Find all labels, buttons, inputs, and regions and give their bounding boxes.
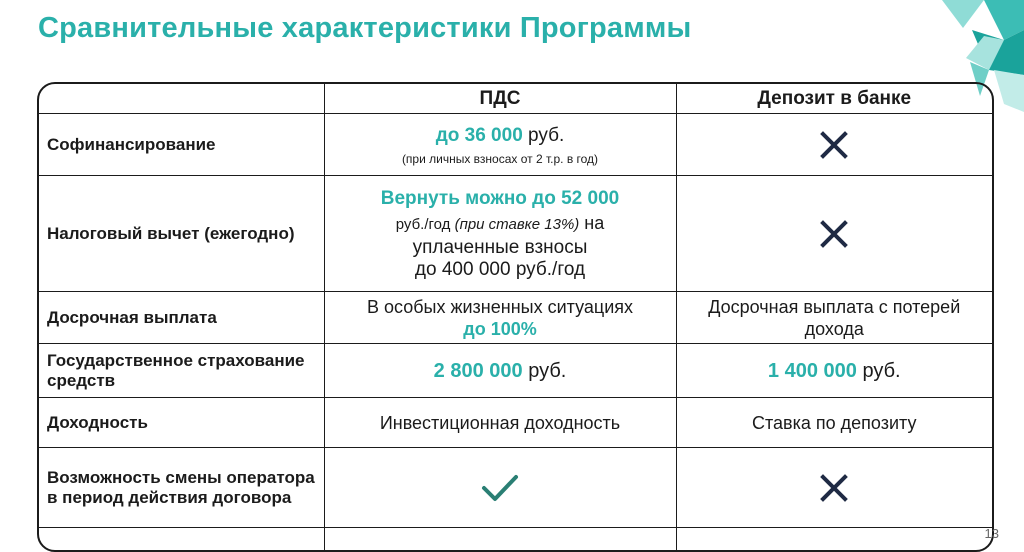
row-label: Софинансирование — [39, 114, 324, 176]
deposit-operator-change-cell — [676, 448, 992, 528]
row-label: Доходность — [39, 398, 324, 448]
pds-early-payment-cell: В особых жизненных ситуациях до 100% — [324, 292, 676, 344]
pds-cofinancing-cell: до 36 000 руб. (при личных взносах от 2 т.р. в год) — [324, 114, 676, 176]
pds-yield-cell: Инвестиционная доходность — [324, 398, 676, 448]
check-icon — [480, 473, 520, 503]
header-deposit: Депозит в банке — [676, 84, 992, 114]
table-row — [39, 448, 992, 528]
table-row — [39, 292, 992, 344]
header-row — [39, 84, 992, 114]
table-row — [39, 176, 992, 292]
page-title: Сравнительные характеристики Программы — [38, 12, 692, 45]
pds-operator-change-cell — [324, 448, 676, 528]
pds-insurance-cell: 2 800 000 руб. — [324, 344, 676, 398]
deposit-cofinancing-cell — [676, 114, 992, 176]
row-label: Возможность смены оператора в период действия договора — [39, 448, 324, 528]
cross-icon — [819, 219, 849, 249]
pds-tax-deduction-cell: Вернуть можно до 52 000 руб./год (при ставке 13%) на уплаченные взносы до 400 000 руб./год — [324, 176, 676, 292]
row-label: Досрочная выплата — [39, 292, 324, 344]
header-empty — [39, 84, 324, 114]
cross-icon — [819, 130, 849, 160]
deposit-tax-deduction-cell — [676, 176, 992, 292]
deposit-early-payment-cell: Досрочная выплата с потерей дохода — [676, 292, 992, 344]
table-row — [39, 344, 992, 398]
table-row — [39, 114, 992, 176]
deposit-yield-cell: Ставка по депозиту — [676, 398, 992, 448]
deposit-insurance-cell: 1 400 000 руб. — [676, 344, 992, 398]
row-label: Налоговый вычет (ежегодно) — [39, 176, 324, 292]
table-row-partial — [39, 528, 992, 552]
cross-icon — [819, 473, 849, 503]
row-label: Государственное страхование средств — [39, 344, 324, 398]
comparison-table — [37, 82, 994, 552]
page-number: 13 — [985, 526, 999, 541]
table-row — [39, 398, 992, 448]
header-pds: ПДС — [324, 84, 676, 114]
